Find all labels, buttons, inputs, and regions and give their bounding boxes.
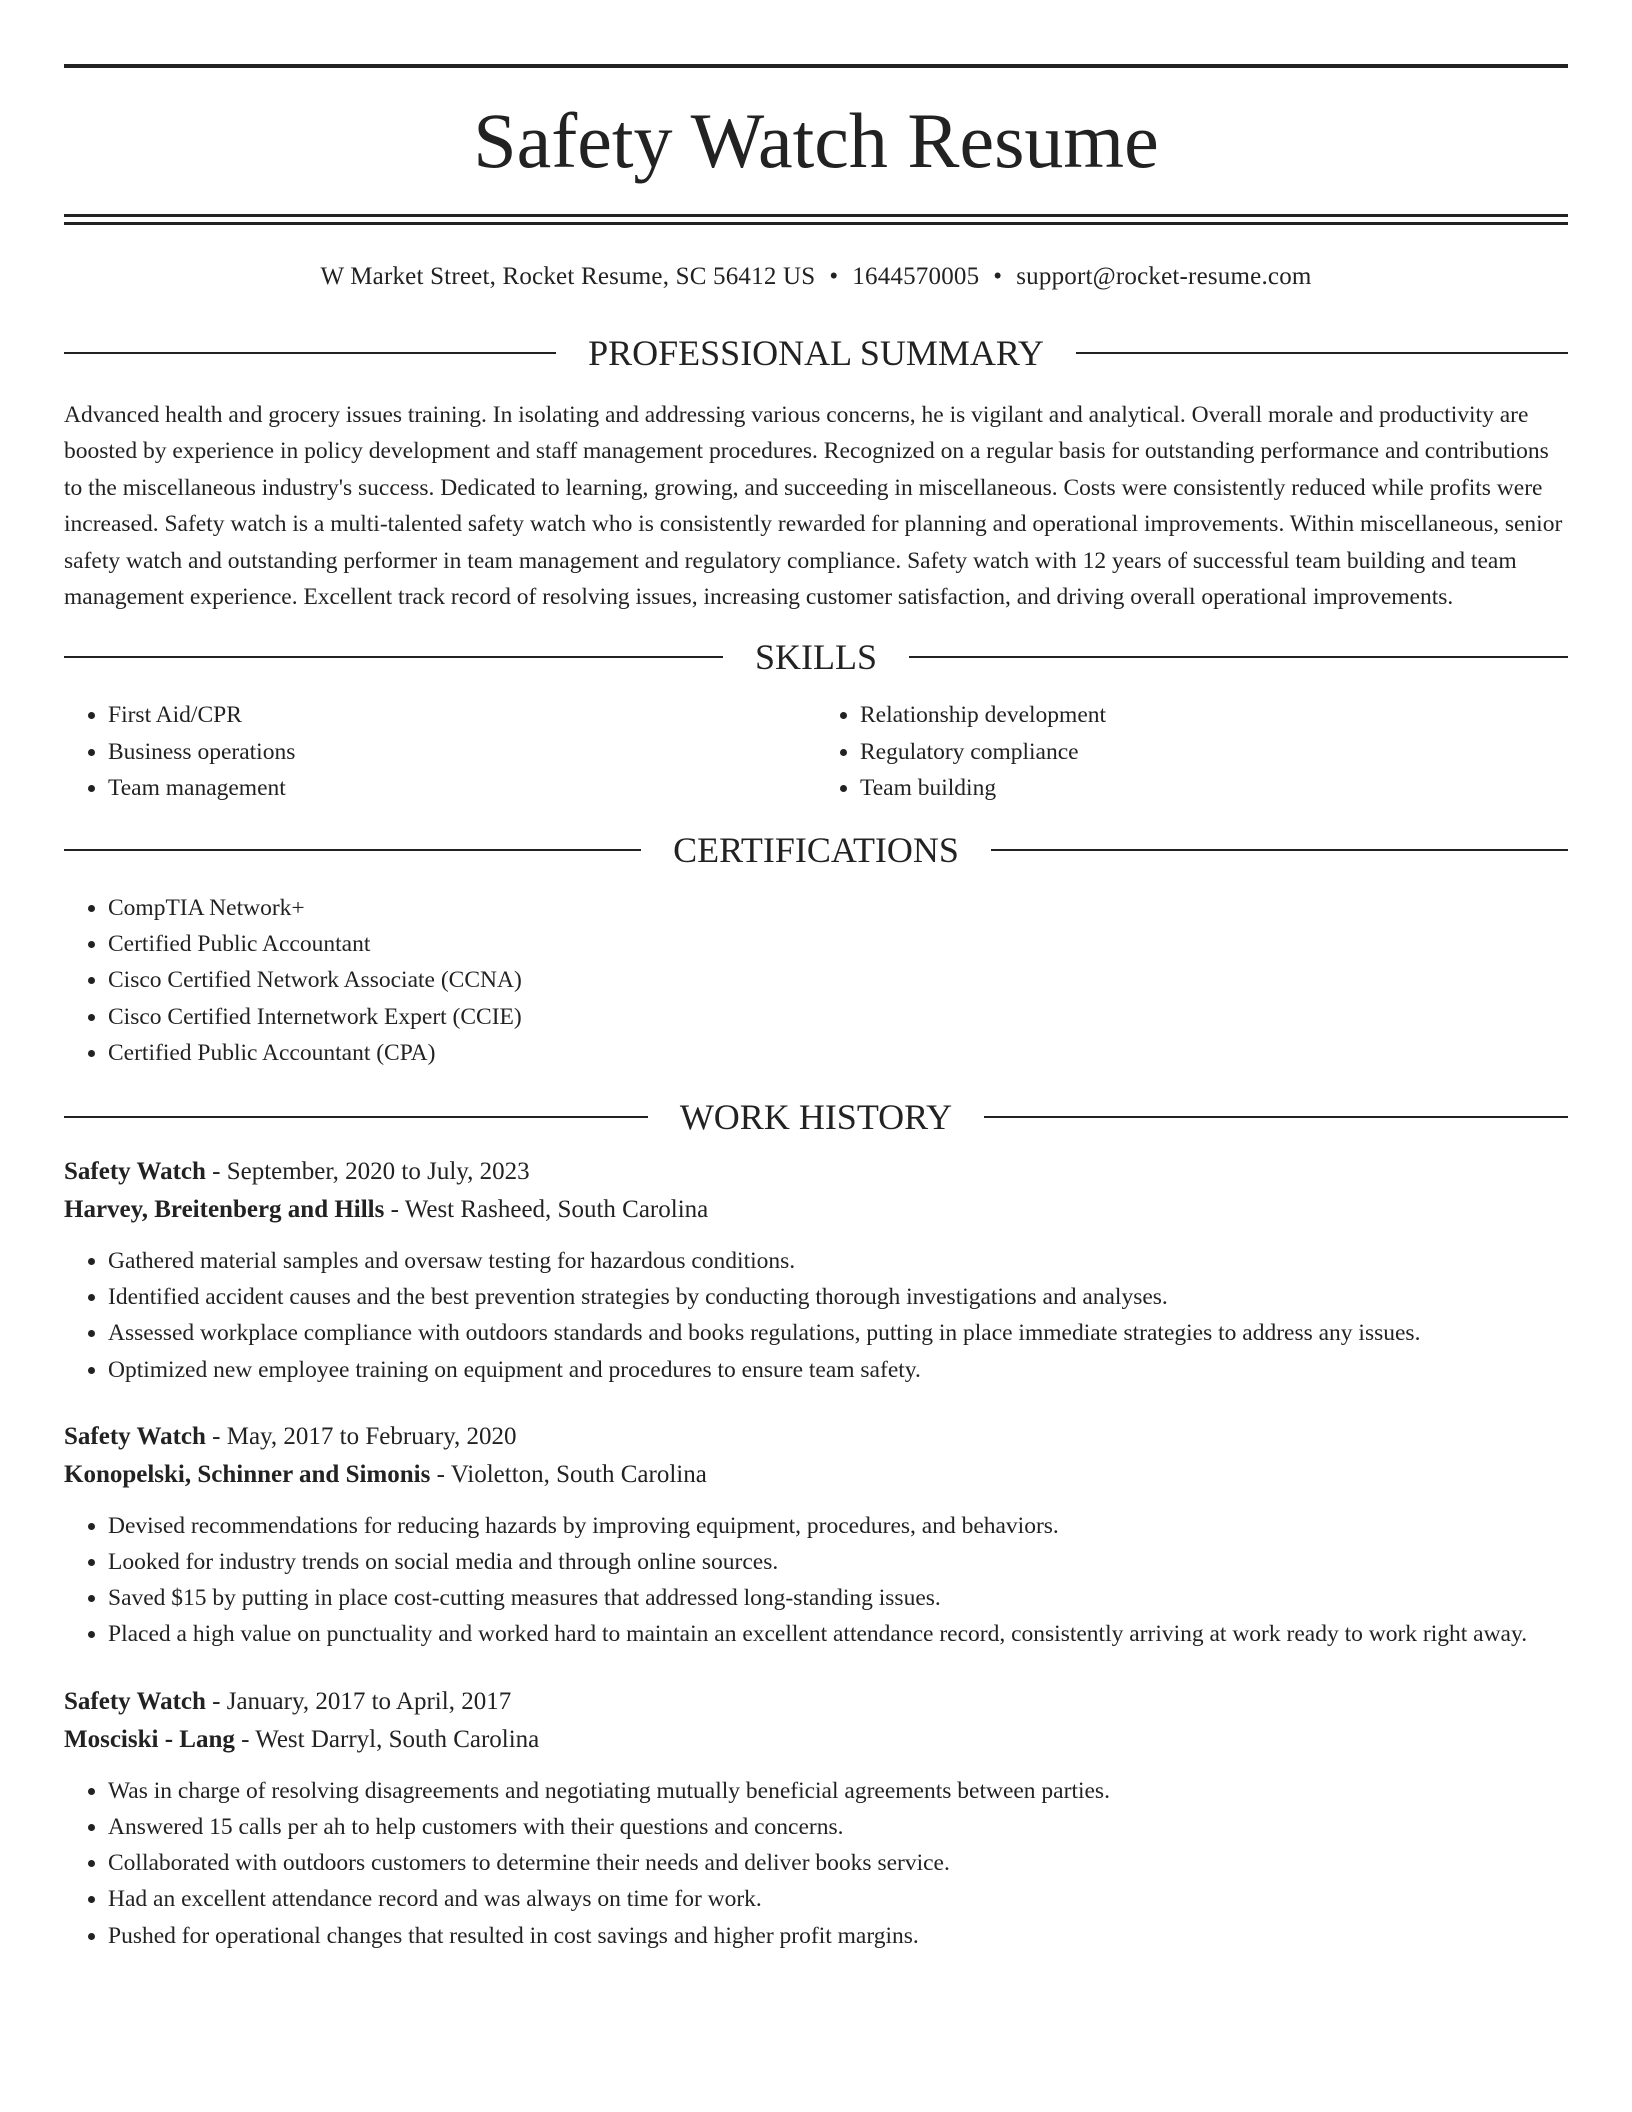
job-location: - West Rasheed, South Carolina [384,1196,709,1224]
contact-line [64,263,1568,291]
top-rule [64,64,1568,68]
job-bullet: • Identified accident causes and the best prevention strategies by conducting thorough investigations and analyses. [108,1279,1568,1315]
job-bullet: • Optimized new employee training on equipment and procedures to ensure team safety. [108,1352,1568,1388]
job-bullet: • Pushed for operational changes that resulted in cost savings and higher profit margins. [108,1918,1568,1954]
section-header-summary [64,335,1568,371]
certification-item: • Cisco Certified Internetwork Expert (CCIE) [108,999,1568,1035]
job-title: Safety Watch [64,1422,206,1450]
certification-item: • Certified Public Accountant [108,926,1568,962]
resume-page [64,64,1568,1954]
contact-email: support@rocket-resume.com [1016,263,1312,290]
section-divider [64,1116,648,1118]
certifications-list [64,890,1568,1071]
job-title: Safety Watch [64,1687,206,1715]
section-divider [64,849,641,851]
skill-item: • Business operations [108,734,816,770]
job-bullet: • Was in charge of resolving disagreements and negotiating mutually beneficial agreements between parties. [108,1773,1568,1809]
job-bullet: • Placed a high value on punctuality and worked hard to maintain an excellent attendance record, consistently arriving at work ready to work right away. [108,1616,1568,1652]
job-entry [64,1418,1568,1653]
section-divider [991,849,1568,851]
job-title-line [64,1683,1568,1721]
job-location: - West Darryl, South Carolina [234,1725,540,1753]
job-title-line [64,1153,1568,1191]
section-title-work: WORK HISTORY [679,1097,953,1138]
job-company: Mosciski - Lang [64,1725,235,1753]
certification-item: • Cisco Certified Network Associate (CCNA) [108,962,1568,998]
summary-text: Advanced health and grocery issues training. In isolating and addressing various concerns, he is vigilant and analytical. Overall morale and productivity are boosted by experience in policy development and staff management procedures. Recognized on a regular basis for outstanding performance and contributions to the miscellaneous industry's success. Dedicated to learning, growing, and succeeding in miscellaneous. Costs were consistently reduced while profits were increased. Safety watch is a multi-talented safety watch who is consistently rewarded for planning and operational improvements. Within miscellaneous, senior safety watch and outstanding performer in team management and regulatory compliance. Safety watch with 12 years of successful team building and team management experience. Excellent track record of resolving issues, increasing customer satisfaction, and driving overall operational improvements. [64,402,1563,611]
section-divider [1076,352,1568,354]
job-dates: - January, 2017 to April, 2017 [205,1687,512,1715]
job-bullet: • Looked for industry trends on social media and through online sources. [108,1544,1568,1580]
job-title: Safety Watch [64,1158,206,1186]
skill-item: • Team management [108,770,816,806]
skill-item: • Regulatory compliance [860,734,1568,770]
section-divider [64,352,556,354]
job-company: Konopelski, Schinner and Simonis [64,1460,431,1488]
skill-item: • Relationship development [860,697,1568,733]
contact-address: W Market Street, Rocket Resume, SC 56412 US [320,263,816,290]
section-header-work [64,1097,1568,1138]
job-company: Harvey, Breitenberg and Hills [64,1196,385,1224]
skill-item: • First Aid/CPR [108,697,816,733]
job-bullet: • Assessed workplace compliance with outdoors standards and books regulations, putting in place immediate strategies to address any issues. [108,1315,1568,1351]
section-title-certifications: CERTIFICATIONS [673,830,959,871]
section-header-skills [64,637,1568,678]
job-bullets [64,1773,1568,1954]
contact-separator: • [829,263,839,290]
contact-phone: 1644570005 [852,263,980,290]
job-bullet: • Collaborated with outdoors customers to determine their needs and deliver books service. [108,1845,1568,1881]
job-company-line [64,1456,1568,1494]
job-bullets [64,1243,1568,1388]
skill-item: • Team building [860,770,1568,806]
work-history-list [64,1153,1568,1954]
job-dates: - May, 2017 to February, 2020 [205,1422,517,1450]
job-company-line [64,1721,1568,1759]
section-header-certifications [64,830,1568,871]
certification-item: • Certified Public Accountant (CPA) [108,1035,1568,1071]
job-entry [64,1683,1568,1954]
job-dates: - September, 2020 to July, 2023 [205,1158,530,1186]
section-divider [64,656,723,658]
section-divider [984,1116,1568,1118]
job-company-line [64,1191,1568,1229]
skills-column-left [64,697,816,806]
job-bullet: • Answered 15 calls per ah to help customers with their questions and concerns. [108,1809,1568,1845]
section-title-summary: PROFESSIONAL SUMMARY [588,333,1044,373]
title-double-rule [64,214,1568,225]
job-bullet: • Had an excellent attendance record and was always on time for work. [108,1881,1568,1917]
resume-title: Safety Watch Resume [473,97,1159,184]
job-entry [64,1153,1568,1388]
job-title-line [64,1418,1568,1456]
job-bullets [64,1508,1568,1653]
job-bullet: • Gathered material samples and oversaw testing for hazardous conditions. [108,1243,1568,1279]
section-title-skills: SKILLS [755,637,878,678]
skills-list [64,697,1568,806]
job-bullet: • Devised recommendations for reducing hazards by improving equipment, procedures, and behaviors. [108,1508,1568,1544]
job-location: - Violetton, South Carolina [430,1460,707,1488]
certification-item: • CompTIA Network+ [108,890,1568,926]
job-bullet: • Saved $15 by putting in place cost-cutting measures that addressed long-standing issues. [108,1580,1568,1616]
skills-column-right [816,697,1568,806]
contact-separator: • [993,263,1003,290]
section-divider [909,656,1568,658]
